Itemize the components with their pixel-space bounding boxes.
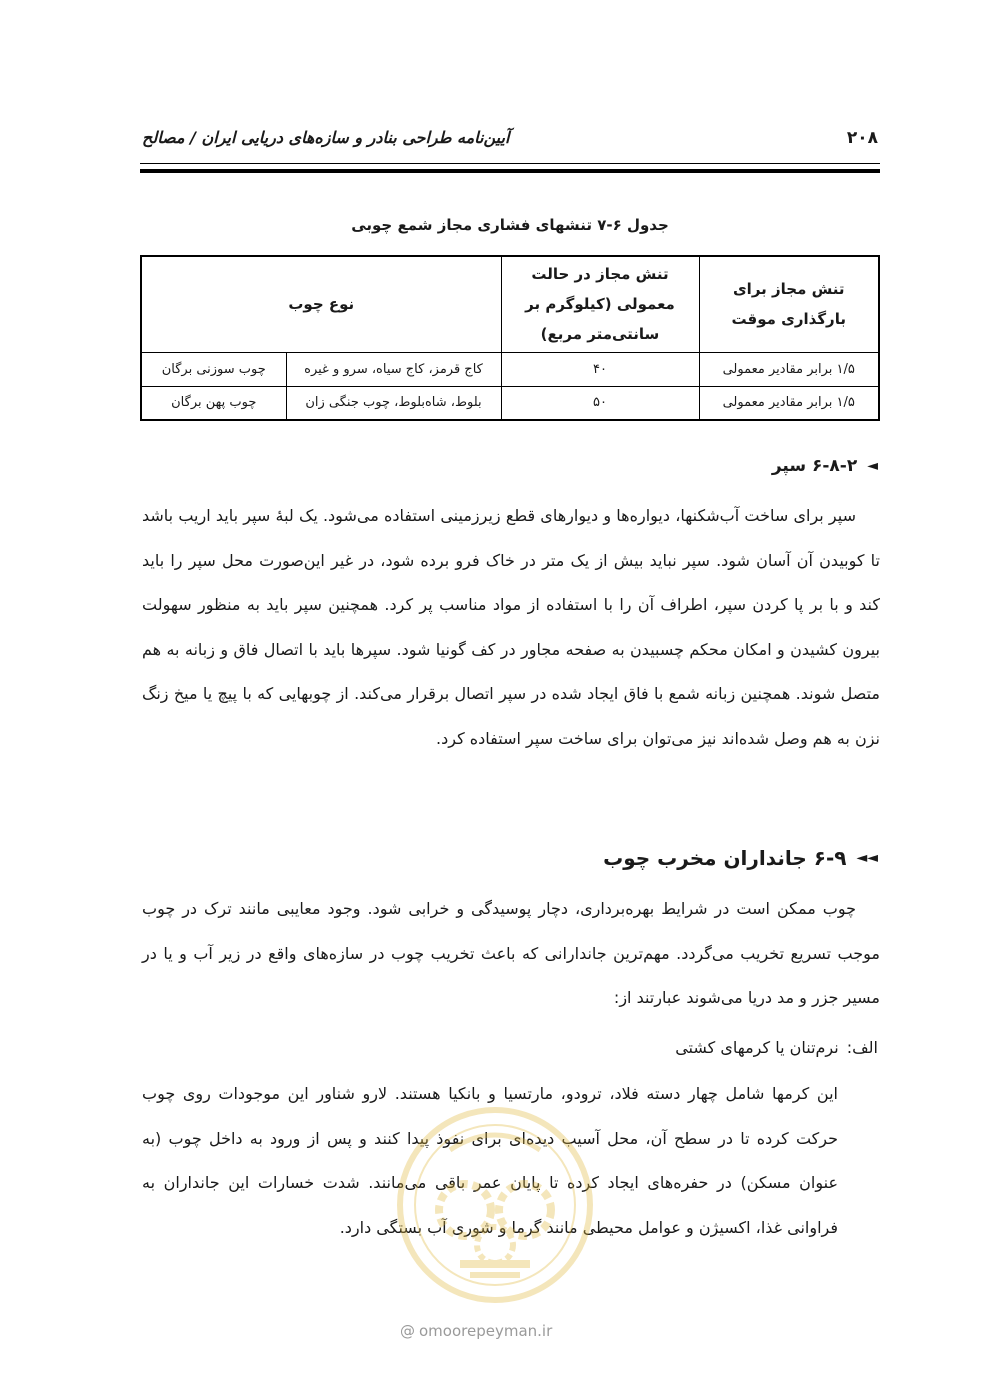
website-text: omoorepeyman.ir — [419, 1322, 553, 1340]
list-item-paragraph: این کرمها شامل چهار دسته فلاد، ترودو، مارتسیا و بانکیا هستند. لارو شناور این موجودات روی چوب حرکت کرده تا در سطح آن، محل آسیب دیده‌ای برای نفوذ پیدا کنند و پس از ورود به داخل چوب (به عنوان مسکن) در حفره‌های ایجاد کرده تا پایان عمر باقی می‌مانند. شدت خسارات این جانداران به فراوانی غذا، اکسیژن و عوامل محیطی مانند گرما و شوری آب بستگی دارد. — [142, 1084, 838, 1237]
section-title: ۶-۹ جانداران مخرب چوب — [603, 846, 847, 870]
triangle-marker-icon: ◄ — [867, 458, 878, 474]
header-temporary: تنش مجاز برای بارگذاری موقت — [699, 256, 879, 352]
cell-temporary: ۱/۵ برابر مقادیر معمولی — [699, 352, 879, 386]
at-icon: @ — [400, 1322, 415, 1340]
list-item-marker: الف: — [846, 1038, 878, 1057]
section-heading-wood-organisms — [603, 846, 878, 870]
table-header-row — [141, 256, 879, 352]
cell-kind: چوب سوزنی برگان — [141, 352, 286, 386]
cell-species: بلوط، شاه‌بلوط، چوب جنگی زان — [286, 386, 501, 420]
table-row — [141, 386, 879, 420]
table-caption: جدول ۶-۷ تنشهای فشاری مجاز شمع چوبی — [351, 216, 669, 234]
stress-table — [140, 255, 880, 421]
list-item-label — [667, 1028, 878, 1068]
website-credit — [400, 1322, 552, 1340]
page-number: ۲۰۸ — [846, 128, 878, 148]
body-paragraph: چوب ممکن است در شرایط بهره‌برداری، دچار پوسیدگی و خرابی شود. وجود معایبی مانند ترک در چوب موجب تسریع تخریب می‌گردد. مهم‌ترین جاندارانی که باعث تخریب چوب در سازه‌های واقع در زیر آب و یا در مسیر جزر و مد دریا می‌شوند عبارتند از: — [142, 899, 880, 1007]
header-rule-thin — [140, 163, 880, 164]
header-rule-thick — [140, 169, 880, 173]
list-item-text: نرم‌تنان یا کرمهای کشتی — [675, 1038, 839, 1057]
header-wood-type: نوع چوب — [141, 256, 501, 352]
section-title: ۶-۸-۲ سپر — [771, 456, 858, 476]
cell-species: کاج قرمز، کاج سیاه، سرو و غیره — [286, 352, 501, 386]
cell-kind: چوب پهن برگان — [141, 386, 286, 420]
running-title: آیین‌نامه طراحی بنادر و سازه‌های دریایی ایران / مصالح — [142, 128, 510, 147]
cell-temporary: ۱/۵ برابر مقادیر معمولی — [699, 386, 879, 420]
header-normal: تنش مجاز در حالت معمولی (کیلوگرم بر سانتی‌متر مربع) — [501, 256, 699, 352]
publisher-seal-logo — [390, 1100, 600, 1310]
section-heading-shield — [772, 456, 878, 476]
table-row — [141, 352, 879, 386]
cell-normal: ۴۰ — [501, 352, 699, 386]
body-paragraph: سپر برای ساخت آب‌شکنها، دیواره‌ها و دیوارهای قطع زیرزمینی استفاده می‌شود. یک لبهٔ سپر باید اریب باشد تا کوبیدن آن آسان شود. سپر نباید بیش از یک متر در خاک فرو برده شود، در غیر این‌صورت محل سپر را باید کند و با بر پا کردن سپر، اطراف آن را با استفاده از مواد مناسب پر کرد. همچنین سپر باید به منظور سهولت بیرون کشیدن و امکان محکم چسبیدن به صفحه مجاور در کف گونیا شود. سپرها باید با اتصال فاق و زبانه به هم متصل شوند. همچنین زبانه شمع با فاق ایجاد شده در سپر اتصال برقرار می‌کند. از چوبهایی که با پیچ یا میخ زنگ نزن به هم وصل شده‌اند نیز می‌توان برای ساخت سپر استفاده کرد. — [142, 506, 880, 748]
cell-normal: ۵۰ — [501, 386, 699, 420]
double-triangle-marker-icon: ◄◄ — [856, 850, 878, 866]
